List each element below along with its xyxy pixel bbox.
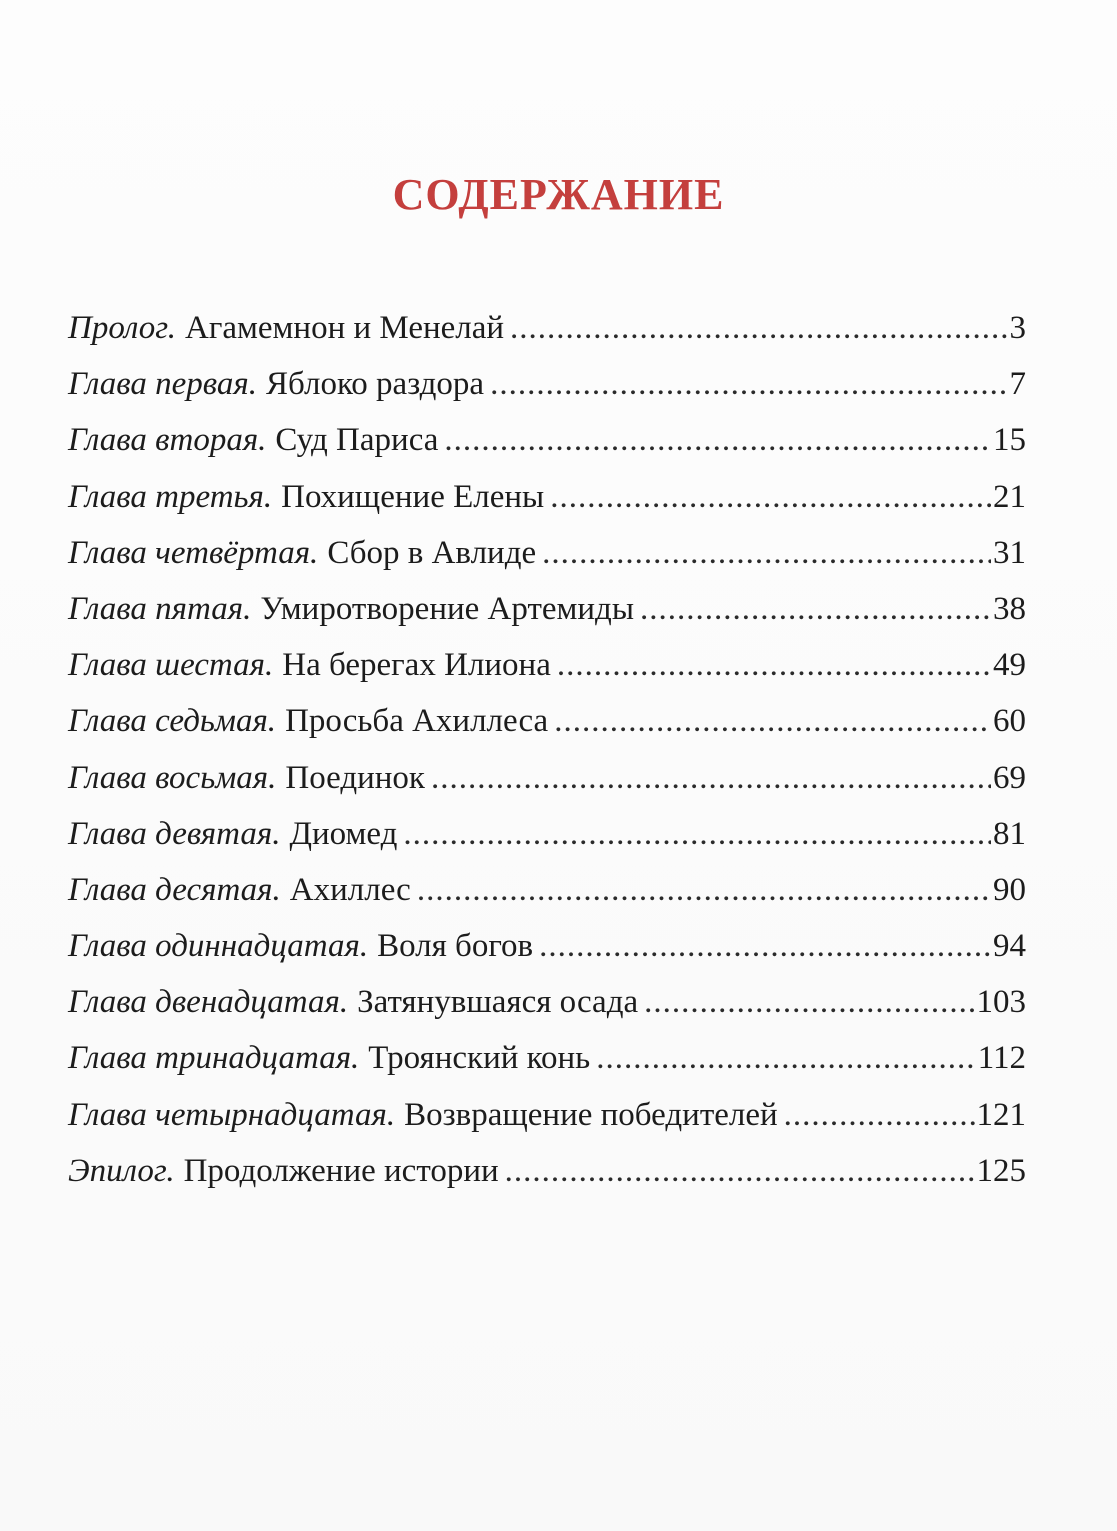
toc-entry: [68, 750, 1026, 806]
toc-chapter-label: Глава двенадцатая.: [68, 984, 349, 1021]
toc-page-number: 15: [993, 422, 1026, 459]
toc-chapter-title: Яблоко раздора: [266, 366, 485, 403]
toc-chapter-title: Агамемнон и Менелай: [185, 310, 505, 346]
toc-entry: [68, 974, 1026, 1030]
table-of-contents: [68, 300, 1026, 1199]
toc-page-number: 94: [993, 928, 1026, 965]
toc-chapter-title: На берегах Илиона: [282, 647, 551, 684]
toc-entry: [68, 1087, 1026, 1143]
toc-page-number: 31: [993, 534, 1026, 571]
toc-entry: [68, 918, 1026, 974]
toc-dot-leader: [403, 806, 991, 862]
toc-entry: [68, 469, 1026, 525]
toc-entry: [68, 806, 1026, 862]
toc-dot-leader: [417, 862, 991, 918]
toc-chapter-title: Просьба Ахиллеса: [285, 703, 549, 740]
toc-dot-leader: [557, 637, 991, 693]
toc-dot-leader: [505, 1143, 975, 1199]
toc-chapter-title: Сбор в Авлиде: [327, 534, 537, 571]
toc-entry: [68, 412, 1026, 468]
toc-dot-leader: [550, 469, 991, 525]
toc-page-number: 90: [993, 871, 1026, 908]
toc-chapter-label: Глава тринадцатая.: [68, 1040, 360, 1077]
toc-page-number: 69: [993, 759, 1026, 796]
toc-entry: [68, 525, 1026, 581]
toc-dot-leader: [539, 918, 991, 974]
toc-chapter-title: Поединок: [285, 759, 425, 796]
toc-entry: [68, 862, 1026, 918]
toc-page-number: 121: [976, 1096, 1026, 1133]
toc-dot-leader: [554, 693, 991, 749]
toc-chapter-label: Глава девятая.: [68, 815, 281, 852]
toc-dot-leader: [542, 525, 991, 581]
toc-dot-leader: [596, 1030, 976, 1086]
toc-page-number: 103: [976, 984, 1026, 1021]
toc-page-number: 49: [993, 647, 1026, 684]
toc-page-number: 21: [993, 478, 1026, 515]
toc-dot-leader: [640, 581, 991, 637]
toc-chapter-title: Похищение Елены: [281, 478, 545, 515]
toc-chapter-label: Глава четвёртая.: [68, 534, 319, 571]
toc-dot-leader: [510, 300, 1007, 356]
toc-entry: [68, 300, 1026, 356]
toc-chapter-title: Ахиллес: [289, 871, 411, 908]
toc-chapter-label: Глава восьмая.: [68, 759, 277, 796]
toc-chapter-title: Возвращение победителей: [404, 1096, 778, 1133]
toc-entry: [68, 693, 1026, 749]
toc-chapter-label: Глава десятая.: [68, 871, 281, 908]
toc-chapter-label: Эпилог.: [68, 1152, 175, 1189]
toc-chapter-label: Глава пятая.: [68, 590, 252, 627]
toc-page-number: 125: [976, 1152, 1026, 1189]
toc-chapter-title: Умиротворение Артемиды: [260, 590, 635, 627]
toc-page-number: 81: [993, 815, 1026, 852]
toc-entry: [68, 1143, 1026, 1199]
toc-chapter-title: Воля богов: [377, 928, 534, 965]
toc-page-number: 60: [993, 703, 1026, 740]
toc-chapter-label: Глава третья.: [68, 478, 273, 515]
toc-chapter-title: Суд Париса: [275, 422, 439, 459]
toc-chapter-label: Глава седьмая.: [68, 703, 277, 740]
toc-chapter-title: Троянский конь: [368, 1040, 591, 1077]
toc-dot-leader: [784, 1087, 975, 1143]
toc-chapter-label: Глава шестая.: [68, 647, 274, 684]
toc-entry: [68, 581, 1026, 637]
toc-dot-leader: [644, 974, 974, 1030]
toc-entry: [68, 356, 1026, 412]
toc-chapter-label: Глава вторая.: [68, 422, 267, 459]
toc-chapter-title: Продолжение истории: [183, 1152, 499, 1189]
toc-entry: [68, 1030, 1026, 1086]
toc-chapter-label: Глава одиннадцатая.: [68, 928, 369, 965]
toc-chapter-label: Пролог.: [68, 310, 176, 346]
toc-entry: [68, 637, 1026, 693]
toc-page-number: 7: [1009, 366, 1026, 403]
toc-dot-leader: [431, 750, 991, 806]
toc-chapter-title: Диомед: [289, 815, 398, 852]
toc-page-number: 3: [1009, 310, 1026, 346]
toc-page-number: 38: [993, 590, 1026, 627]
toc-dot-leader: [490, 356, 1007, 412]
toc-page-number: 112: [977, 1040, 1026, 1077]
contents-heading: СОДЕРЖАНИЕ: [392, 170, 725, 220]
toc-chapter-label: Глава первая.: [68, 366, 257, 403]
toc-dot-leader: [444, 412, 991, 468]
toc-chapter-title: Затянувшаяся осада: [357, 984, 639, 1021]
toc-chapter-label: Глава четырнадцатая.: [68, 1096, 396, 1133]
